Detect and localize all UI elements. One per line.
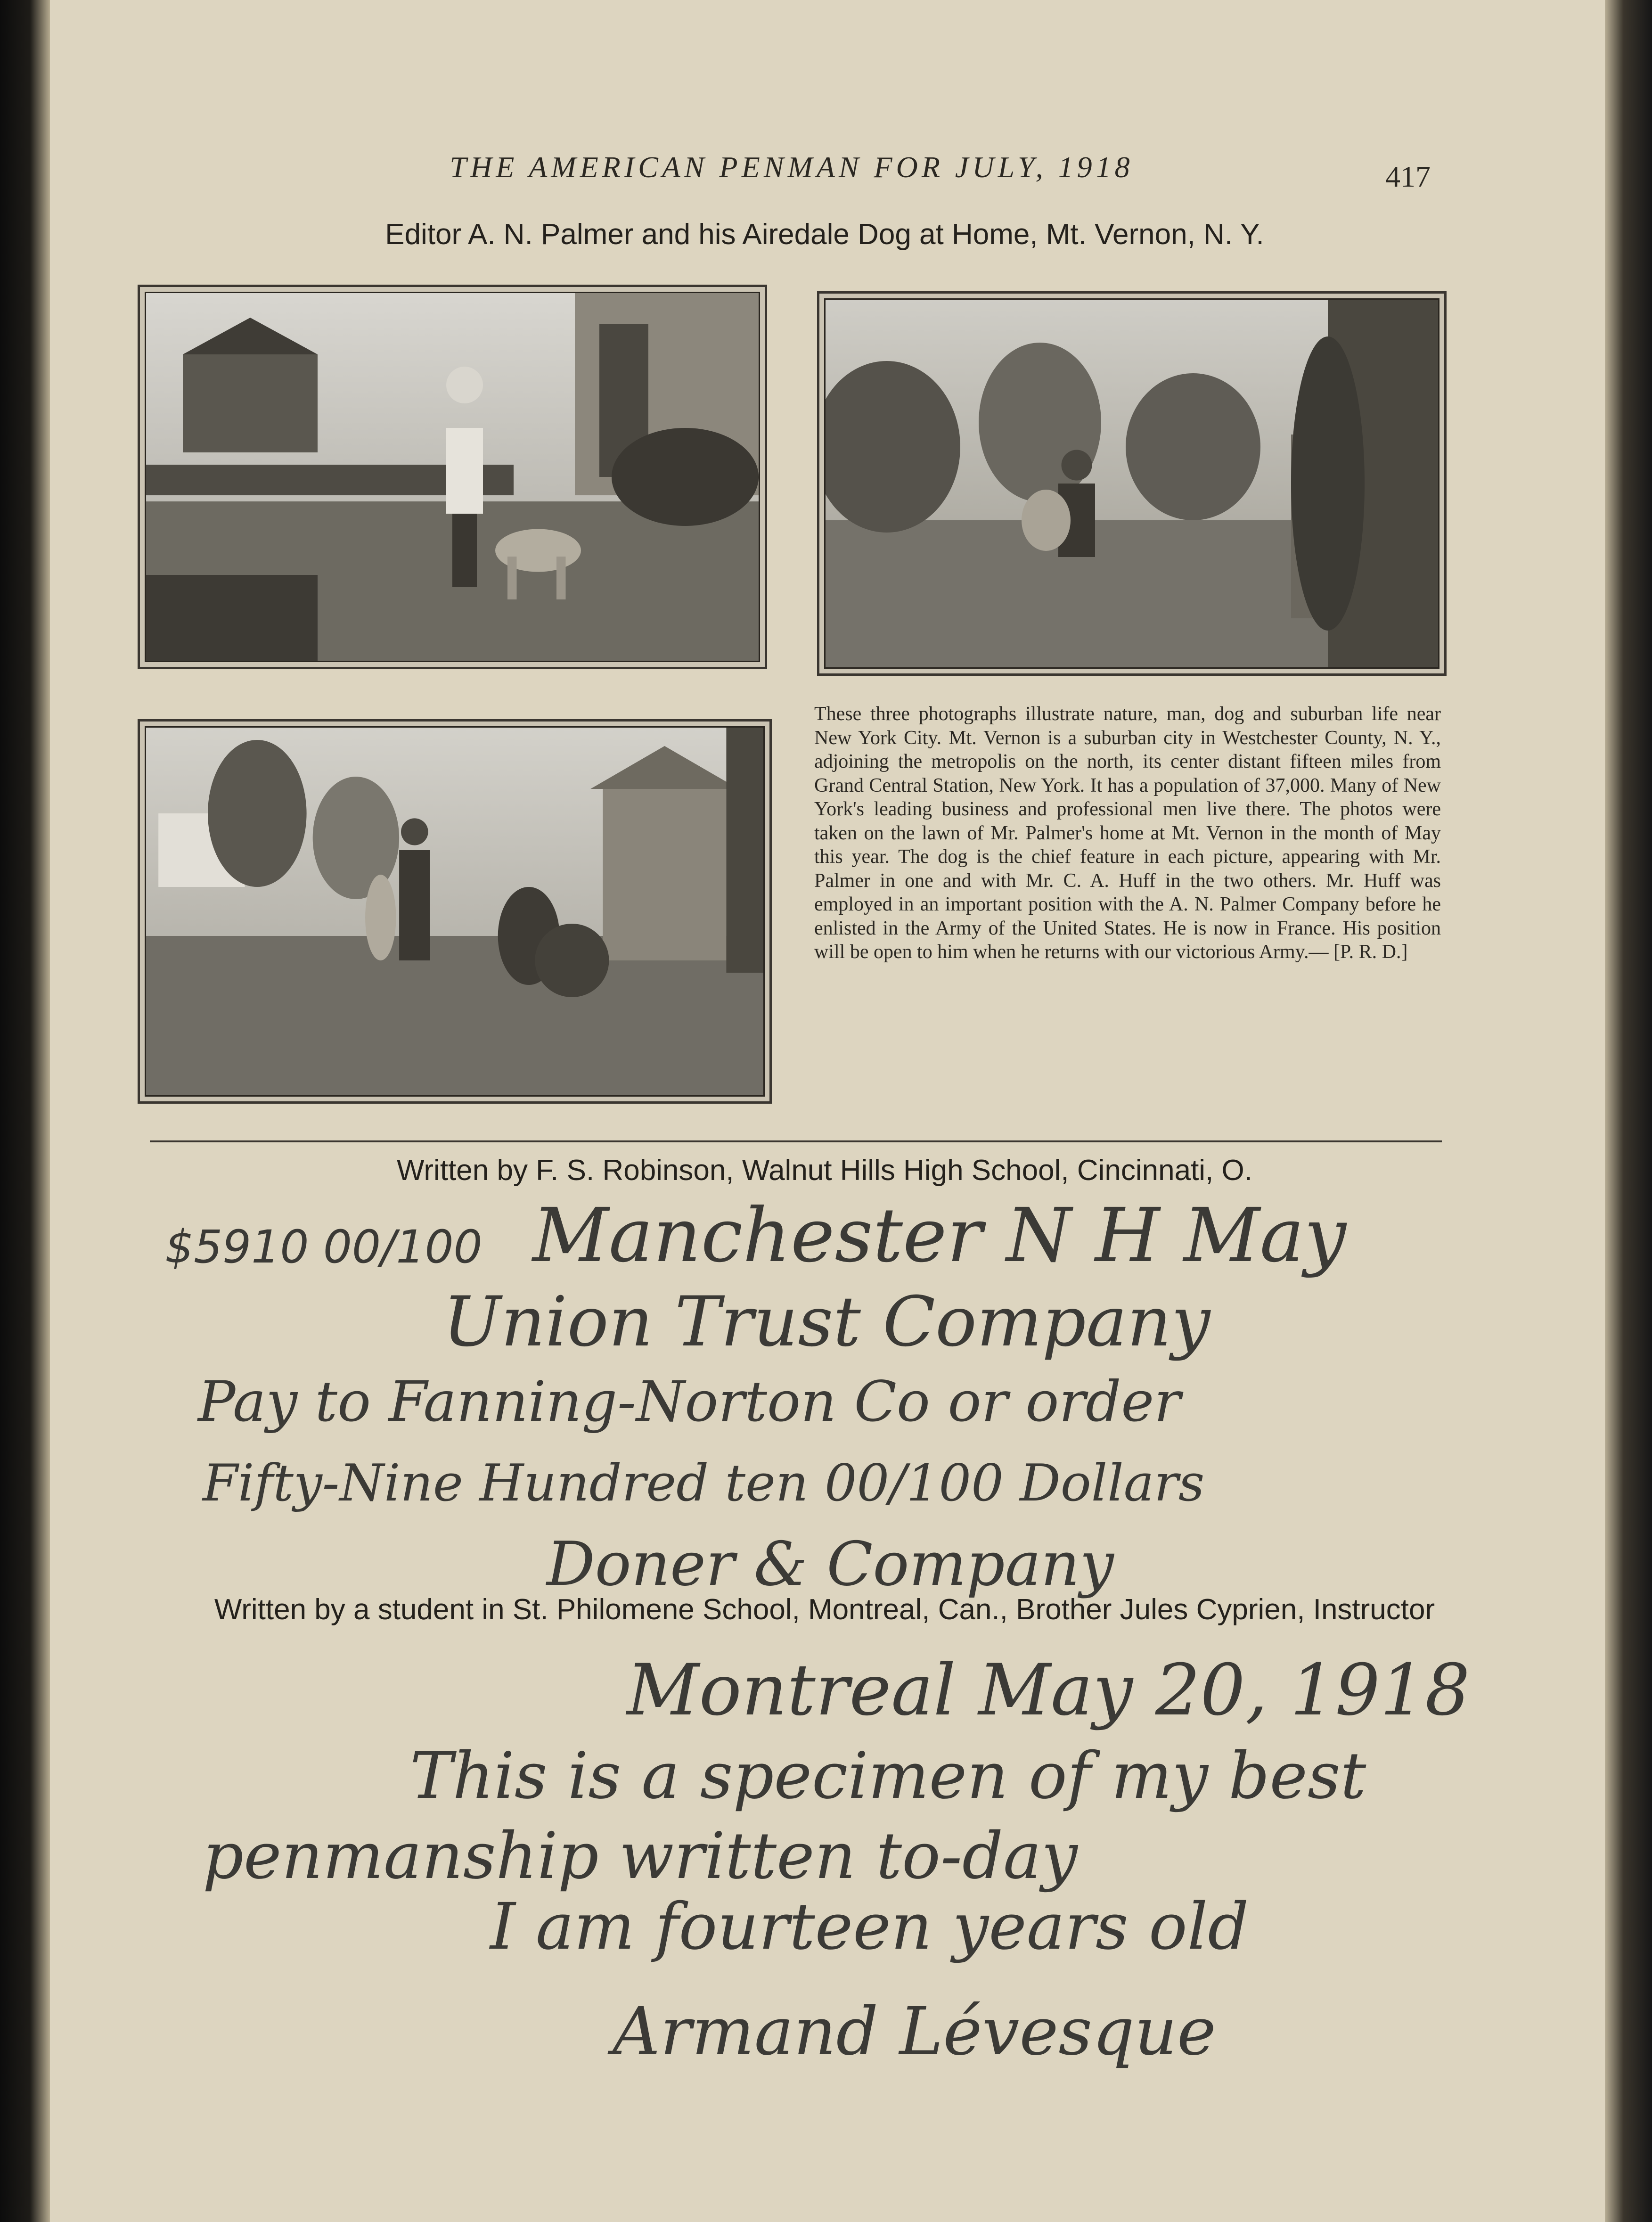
- photo-huff-standing-with-dog: [138, 719, 772, 1104]
- section-divider: [150, 1140, 1442, 1142]
- check-place-date: Manchester N H May: [532, 1192, 1347, 1279]
- specimen-two-caption: Written by a student in St. Philomene School, Montreal, Can., Brother Jules Cyprien, Instructor: [214, 1593, 1435, 1626]
- photo-huff-crouching-with-dog: [817, 291, 1447, 676]
- check-signature: Doner & Company: [547, 1529, 1114, 1599]
- running-title: THE AMERICAN PENMAN FOR JULY, 1918: [450, 150, 1134, 184]
- check-payee-line: Pay to Fanning-Norton Co or order: [198, 1369, 1181, 1434]
- photo-caption: Editor A. N. Palmer and his Airedale Dog at Home, Mt. Vernon, N. Y.: [385, 218, 1264, 251]
- specimen-line-two: penmanship written to-day: [203, 1819, 1078, 1894]
- specimen-one-caption: Written by F. S. Robinson, Walnut Hills High School, Cincinnati, O.: [397, 1154, 1252, 1187]
- photo-palmer-with-dog: [138, 285, 767, 669]
- check-bank-name: Union Trust Company: [443, 1282, 1210, 1362]
- specimen-signature: Armand Lévesque: [613, 1993, 1216, 2070]
- specimen-line-three: I am fourteen years old: [490, 1890, 1249, 1964]
- photo-huff-crouching-image: [826, 300, 1438, 667]
- book-binding-left: [0, 0, 50, 2222]
- book-binding-right: [1605, 0, 1652, 2222]
- specimen-line-one: This is a specimen of my best: [410, 1739, 1366, 1813]
- photo-description: These three photographs illustrate nature, man, dog and suburban life near New York City. Mt. Vernon is a suburban city in Westchester County, N. Y., adjoining the metropolis on the north, its center distant fifteen miles from Grand Central Station, New York. It has a population of 37,000. Many of New York's leading business and professional men live there. The photos were taken on the lawn of Mr. Palmer's home at Mt. Vernon in the month of May this year. The dog is the chief feature in each picture, appearing with Mr. Palmer in one and with Mr. C. A. Huff in the two others. Mr. Huff was employed in an important position with the A. N. Palmer Company before he enlisted in the Army of the United States. He is now in France. His position will be open to him when he returns with our victorious Army.— [P. R. D.]: [814, 703, 1441, 963]
- photo-palmer-image: [146, 293, 759, 661]
- photo-huff-standing-image: [146, 728, 763, 1095]
- check-amount: $5910 00/100: [165, 1221, 483, 1273]
- specimen-place-date: Montreal May 20, 1918: [627, 1649, 1470, 1731]
- page-number: 417: [1385, 160, 1431, 193]
- check-amount-words: Fifty-Nine Hundred ten 00/100 Dollars: [203, 1454, 1205, 1513]
